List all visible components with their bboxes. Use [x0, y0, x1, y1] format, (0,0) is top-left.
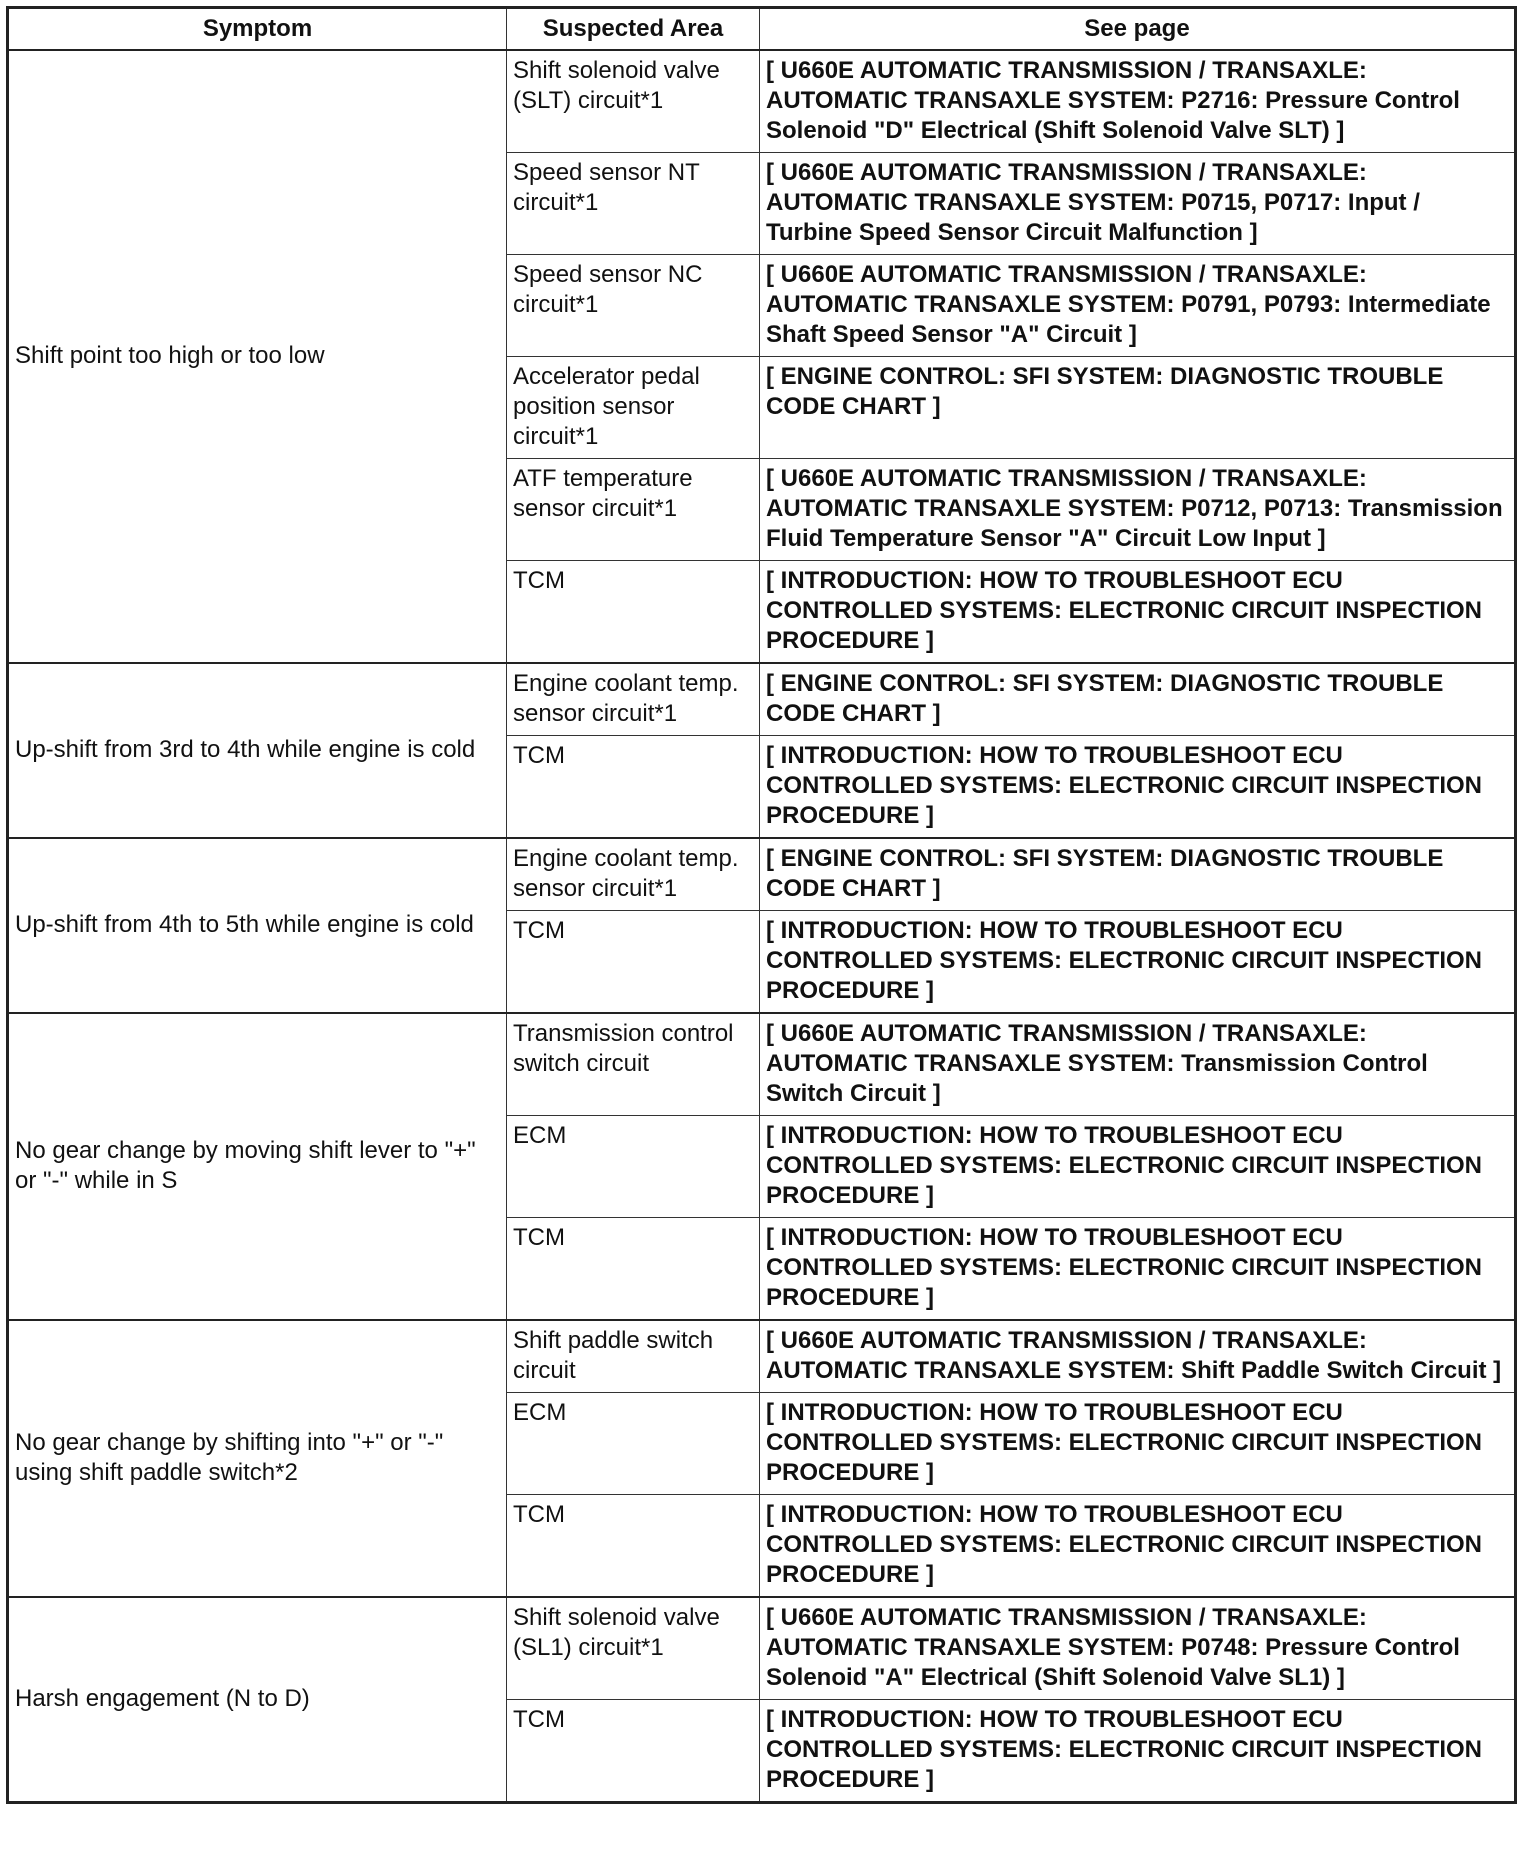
symptom-table — [6, 6, 1517, 1804]
suspected-area-cell: ECM — [507, 1392, 760, 1494]
header-suspected-area: Suspected Area — [507, 8, 760, 50]
table-row — [8, 50, 1516, 153]
symptom-cell: Up-shift from 4th to 5th while engine is cold — [8, 838, 507, 1013]
symptom-cell: No gear change by moving shift lever to "+" or "-" while in S — [8, 1013, 507, 1320]
see-page-link[interactable]: [ U660E AUTOMATIC TRANSMISSION / TRANSAXLE: AUTOMATIC TRANSAXLE SYSTEM: Transmission Control Switch Circuit ] — [760, 1013, 1516, 1116]
see-page-link[interactable]: [ U660E AUTOMATIC TRANSMISSION / TRANSAXLE: AUTOMATIC TRANSAXLE SYSTEM: P0791, P0793: Intermediate Shaft Speed Sensor "A" Circuit ] — [760, 254, 1516, 356]
see-page-link[interactable]: [ ENGINE CONTROL: SFI SYSTEM: DIAGNOSTIC TROUBLE CODE CHART ] — [760, 663, 1516, 736]
suspected-area-cell: Shift paddle switch circuit — [507, 1320, 760, 1393]
suspected-area-cell: Shift solenoid valve (SL1) circuit*1 — [507, 1597, 760, 1700]
suspected-area-cell: TCM — [507, 910, 760, 1013]
see-page-link[interactable]: [ U660E AUTOMATIC TRANSMISSION / TRANSAXLE: AUTOMATIC TRANSAXLE SYSTEM: P0748: Pressure Control Solenoid "A" Electrical (Shift Solenoid Valve SL1) ] — [760, 1597, 1516, 1700]
symptom-cell: Harsh engagement (N to D) — [8, 1597, 507, 1803]
suspected-area-cell: Speed sensor NC circuit*1 — [507, 254, 760, 356]
see-page-link[interactable]: [ INTRODUCTION: HOW TO TROUBLESHOOT ECU CONTROLLED SYSTEMS: ELECTRONIC CIRCUIT INSPECTION PROCEDURE ] — [760, 910, 1516, 1013]
suspected-area-cell: Shift solenoid valve (SLT) circuit*1 — [507, 50, 760, 153]
see-page-link[interactable]: [ INTRODUCTION: HOW TO TROUBLESHOOT ECU CONTROLLED SYSTEMS: ELECTRONIC CIRCUIT INSPECTION PROCEDURE ] — [760, 1392, 1516, 1494]
suspected-area-cell: ECM — [507, 1115, 760, 1217]
suspected-area-cell: Accelerator pedal position sensor circuit*1 — [507, 356, 760, 458]
suspected-area-cell: TCM — [507, 1217, 760, 1320]
suspected-area-cell: Transmission control switch circuit — [507, 1013, 760, 1116]
table-row — [8, 1597, 1516, 1700]
see-page-link[interactable]: [ ENGINE CONTROL: SFI SYSTEM: DIAGNOSTIC TROUBLE CODE CHART ] — [760, 356, 1516, 458]
table-row — [8, 663, 1516, 736]
see-page-link[interactable]: [ U660E AUTOMATIC TRANSMISSION / TRANSAXLE: AUTOMATIC TRANSAXLE SYSTEM: P0712, P0713: Transmission Fluid Temperature Sensor "A" Circuit Low Input ] — [760, 458, 1516, 560]
suspected-area-cell: Speed sensor NT circuit*1 — [507, 152, 760, 254]
see-page-link[interactable]: [ INTRODUCTION: HOW TO TROUBLESHOOT ECU CONTROLLED SYSTEMS: ELECTRONIC CIRCUIT INSPECTION PROCEDURE ] — [760, 1494, 1516, 1597]
suspected-area-cell: TCM — [507, 560, 760, 663]
see-page-link[interactable]: [ INTRODUCTION: HOW TO TROUBLESHOOT ECU CONTROLLED SYSTEMS: ELECTRONIC CIRCUIT INSPECTION PROCEDURE ] — [760, 1115, 1516, 1217]
see-page-link[interactable]: [ U660E AUTOMATIC TRANSMISSION / TRANSAXLE: AUTOMATIC TRANSAXLE SYSTEM: P0715, P0717: Input / Turbine Speed Sensor Circuit Malfunction ] — [760, 152, 1516, 254]
header-symptom: Symptom — [8, 8, 507, 50]
table-row — [8, 1013, 1516, 1116]
see-page-link[interactable]: [ INTRODUCTION: HOW TO TROUBLESHOOT ECU CONTROLLED SYSTEMS: ELECTRONIC CIRCUIT INSPECTION PROCEDURE ] — [760, 560, 1516, 663]
suspected-area-cell: ATF temperature sensor circuit*1 — [507, 458, 760, 560]
see-page-link[interactable]: [ INTRODUCTION: HOW TO TROUBLESHOOT ECU CONTROLLED SYSTEMS: ELECTRONIC CIRCUIT INSPECTION PROCEDURE ] — [760, 1217, 1516, 1320]
symptom-cell: Up-shift from 3rd to 4th while engine is cold — [8, 663, 507, 838]
see-page-link[interactable]: [ ENGINE CONTROL: SFI SYSTEM: DIAGNOSTIC TROUBLE CODE CHART ] — [760, 838, 1516, 911]
header-see-page: See page — [760, 8, 1516, 50]
see-page-link[interactable]: [ U660E AUTOMATIC TRANSMISSION / TRANSAXLE: AUTOMATIC TRANSAXLE SYSTEM: P2716: Pressure Control Solenoid "D" Electrical (Shift Solenoid Valve SLT) ] — [760, 50, 1516, 153]
see-page-link[interactable]: [ U660E AUTOMATIC TRANSMISSION / TRANSAXLE: AUTOMATIC TRANSAXLE SYSTEM: Shift Paddle Switch Circuit ] — [760, 1320, 1516, 1393]
suspected-area-cell: TCM — [507, 1494, 760, 1597]
suspected-area-cell: TCM — [507, 735, 760, 838]
suspected-area-cell: TCM — [507, 1699, 760, 1802]
suspected-area-cell: Engine coolant temp. sensor circuit*1 — [507, 663, 760, 736]
see-page-link[interactable]: [ INTRODUCTION: HOW TO TROUBLESHOOT ECU CONTROLLED SYSTEMS: ELECTRONIC CIRCUIT INSPECTION PROCEDURE ] — [760, 735, 1516, 838]
suspected-area-cell: Engine coolant temp. sensor circuit*1 — [507, 838, 760, 911]
table-row — [8, 838, 1516, 911]
symptom-cell: No gear change by shifting into "+" or "-" using shift paddle switch*2 — [8, 1320, 507, 1597]
see-page-link[interactable]: [ INTRODUCTION: HOW TO TROUBLESHOOT ECU CONTROLLED SYSTEMS: ELECTRONIC CIRCUIT INSPECTION PROCEDURE ] — [760, 1699, 1516, 1802]
table-row — [8, 1320, 1516, 1393]
header-row — [8, 8, 1516, 50]
symptom-cell: Shift point too high or too low — [8, 50, 507, 663]
